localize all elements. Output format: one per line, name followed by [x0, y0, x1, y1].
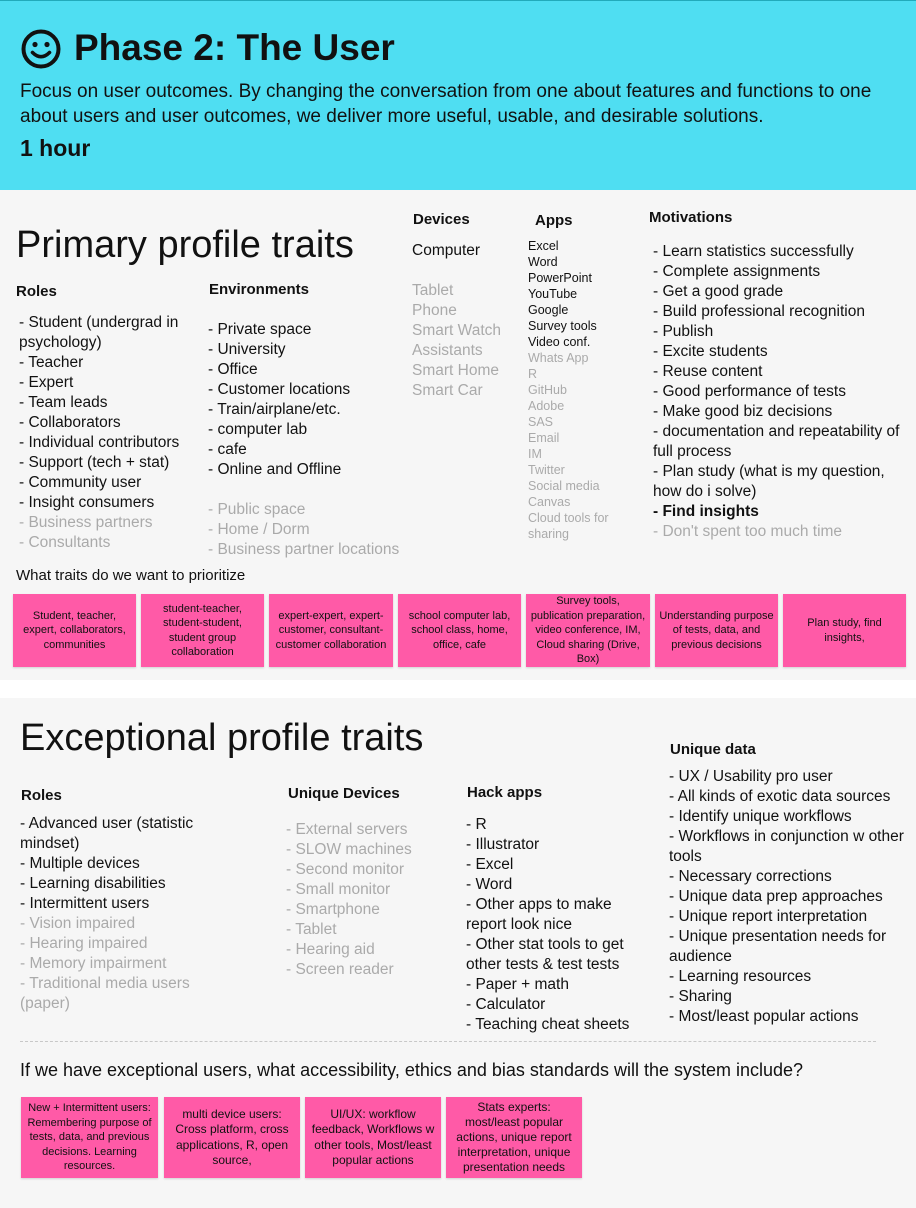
role-item: - Multiple devices [20, 855, 140, 872]
device-item: Assistants [412, 342, 483, 359]
motivation-item: - Learn statistics successfully [653, 243, 854, 260]
exceptional-title: Exceptional profile traits [20, 717, 424, 759]
primary-title: Primary profile traits [16, 224, 354, 266]
device-item: - Second monitor [286, 861, 405, 878]
motivation-item: - Get a good grade [653, 283, 784, 300]
device-item: - Smartphone [286, 901, 380, 918]
unique-data-item: - Unique report interpretation [669, 908, 868, 925]
apps-heading: Apps [535, 212, 573, 229]
app-item: R [528, 367, 538, 381]
environment-item [208, 480, 418, 500]
unique-data-heading: Unique data [670, 741, 756, 758]
phase-header [0, 0, 916, 190]
device-item [412, 261, 527, 281]
sticky-note: Plan study, find insights, [783, 594, 906, 667]
role-item: - Consultants [19, 534, 111, 551]
motivation-item: - Find insights [653, 503, 759, 520]
unique-data-item: - Unique data prep approaches [669, 888, 883, 905]
role-item: - Teacher [19, 354, 84, 371]
environment-item: - computer lab [208, 421, 308, 438]
duration-label: 1 hour [20, 135, 91, 161]
unique-data-item: - Workflows in conjunction w other tools [669, 828, 904, 865]
role-item: - Vision impaired [20, 915, 136, 932]
primary-roles-list [19, 313, 204, 553]
motivation-item: - Don't spent too much time [653, 523, 843, 540]
app-item: IM [528, 447, 542, 461]
unique-data-item: - Learning resources [669, 968, 812, 985]
sticky-note: Stats experts: most/least popular actions, unique report interpretation, unique presentation needs [446, 1097, 582, 1178]
app-item: Survey tools [528, 319, 597, 333]
sticky-note: Understanding purpose of tests, data, and previous decisions [655, 594, 778, 667]
app-item: YouTube [528, 287, 578, 301]
motivation-item: - documentation and repeatability of full process [653, 423, 900, 460]
sticky-note: student-teacher, student-student, student group collaboration [141, 594, 264, 667]
apps-list [528, 238, 623, 542]
sticky-note: school computer lab, school class, home, office, cafe [398, 594, 521, 667]
environment-item: - University [208, 341, 286, 358]
device-item: - Small monitor [286, 881, 391, 898]
hack-app-item: - Calculator [466, 996, 546, 1013]
environment-item: - Public space [208, 501, 306, 518]
motivations-list [653, 242, 908, 542]
role-item: - Traditional media users (paper) [20, 975, 190, 1012]
app-item: PowerPoint [528, 271, 592, 285]
device-item: Phone [412, 302, 457, 319]
unique-data-item: - Identify unique workflows [669, 808, 852, 825]
environment-item: - Online and Offline [208, 461, 342, 478]
environments-heading: Environments [209, 281, 310, 298]
devices-heading: Devices [413, 211, 470, 228]
environments-list [208, 320, 418, 560]
environment-item: - Office [208, 361, 258, 378]
phase-description: Focus on user outcomes. By changing the conversation from one about features and functions to one about users and user outcomes, we deliver more useful, usable, and desirable solutions. [20, 81, 872, 127]
role-item: - Collaborators [19, 414, 121, 431]
device-item: Smart Home [412, 362, 499, 379]
device-item: - SLOW machines [286, 841, 412, 858]
hack-app-item: - R [466, 816, 487, 833]
unique-data-item: - Most/least popular actions [669, 1008, 859, 1025]
role-item: - Community user [19, 474, 142, 491]
role-item: - Individual contributors [19, 434, 180, 451]
role-item: - Support (tech + stat) [19, 454, 170, 471]
sticky-note: UI/UX: workflow feedback, Workflows w other tools, Most/least popular actions [305, 1097, 441, 1178]
device-item: - Tablet [286, 921, 337, 938]
section-divider [0, 680, 916, 698]
app-item: GitHub [528, 383, 567, 397]
app-item: Video conf. [528, 335, 591, 349]
motivation-item: - Plan study (what is my question, how do i solve) [653, 463, 885, 500]
role-item: - Advanced user (statistic mindset) [20, 815, 194, 852]
role-item: - Memory impairment [20, 955, 167, 972]
app-item: Whats App [528, 351, 589, 365]
app-item: Social media [528, 479, 600, 493]
motivation-item: - Reuse content [653, 363, 763, 380]
role-item: - Hearing impaired [20, 935, 148, 952]
app-item: Canvas [528, 495, 571, 509]
unique-data-item: - Unique presentation needs for audience [669, 928, 887, 965]
role-item: - Student (undergrad in psychology) [19, 314, 179, 351]
motivation-item: - Build professional recognition [653, 303, 865, 320]
environment-item: - Private space [208, 321, 312, 338]
motivation-item: - Good performance of tests [653, 383, 846, 400]
standards-prompt: If we have exceptional users, what accessibility, ethics and bias standards will the system include? [20, 1060, 804, 1080]
role-item: - Learning disabilities [20, 875, 166, 892]
hack-app-item: - Other apps to make report look nice [466, 896, 612, 933]
device-item: - Screen reader [286, 961, 394, 978]
device-item: Smart Car [412, 382, 483, 399]
motivations-heading: Motivations [649, 209, 733, 226]
role-item: - Intermittent users [20, 895, 150, 912]
unique-data-item: - UX / Usability pro user [669, 768, 833, 785]
unique-data-item: - All kinds of exotic data sources [669, 788, 891, 805]
role-item: - Insight consumers [19, 494, 155, 511]
unique-data-item: - Necessary corrections [669, 868, 832, 885]
device-item: - Hearing aid [286, 941, 375, 958]
environment-item: - Business partner locations [208, 541, 400, 558]
app-item: Cloud tools for sharing [528, 511, 609, 541]
sticky-note: multi device users: Cross platform, cross applications, R, open source, [164, 1097, 300, 1178]
environment-item: - Customer locations [208, 381, 351, 398]
primary-roles-heading: Roles [16, 283, 57, 300]
role-item: - Expert [19, 374, 74, 391]
hack-apps-list [466, 815, 651, 1035]
unique-devices-heading: Unique Devices [288, 785, 400, 802]
motivation-item: - Complete assignments [653, 263, 821, 280]
motivation-item: - Make good biz decisions [653, 403, 833, 420]
hack-app-item: - Paper + math [466, 976, 569, 993]
environment-item: - Home / Dorm [208, 521, 310, 538]
hack-app-item: - Word [466, 876, 513, 893]
hack-app-item: - Teaching cheat sheets [466, 1016, 630, 1033]
app-item: Excel [528, 239, 559, 253]
sticky-note: New + Intermittent users: Remembering purpose of tests, data, and previous decisions. Learning resources. [21, 1097, 158, 1178]
device-item: Tablet [412, 282, 454, 299]
sticky-note: Survey tools, publication preparation, video conference, IM, Cloud sharing (Drive, Box) [526, 594, 650, 667]
motivation-item: - Publish [653, 323, 714, 340]
hack-app-item: - Other stat tools to get other tests & test tests [466, 936, 624, 973]
exceptional-roles-list [20, 814, 210, 1014]
device-item: - External servers [286, 821, 408, 838]
hack-apps-heading: Hack apps [467, 784, 543, 801]
sticky-note: Student, teacher, expert, collaborators, communities [13, 594, 136, 667]
app-item: Email [528, 431, 560, 445]
sticky-note: expert-expert, expert-customer, consultant-customer collaboration [269, 594, 393, 667]
device-item: Computer [412, 242, 481, 259]
app-item: Word [528, 255, 558, 269]
unique-data-item: - Sharing [669, 988, 732, 1005]
role-item: - Business partners [19, 514, 153, 531]
dashed-divider [20, 1041, 876, 1042]
app-item: Twitter [528, 463, 565, 477]
devices-list [412, 241, 527, 401]
unique-data-list [669, 767, 913, 1027]
device-item: Smart Watch [412, 322, 501, 339]
exceptional-roles-heading: Roles [21, 787, 62, 804]
environment-item: - Train/airplane/etc. [208, 401, 341, 418]
hack-app-item: - Excel [466, 856, 514, 873]
page-title: Phase 2: The User [74, 27, 395, 68]
unique-devices-list [286, 820, 456, 980]
role-item: - Team leads [19, 394, 108, 411]
motivation-item: - Excite students [653, 343, 768, 360]
app-item: Adobe [528, 399, 565, 413]
prioritize-prompt: What traits do we want to prioritize [16, 567, 246, 584]
smiley-icon [20, 28, 62, 70]
environment-item: - cafe [208, 441, 247, 458]
app-item: Google [528, 303, 569, 317]
app-item: SAS [528, 415, 554, 429]
hack-app-item: - Illustrator [466, 836, 540, 853]
